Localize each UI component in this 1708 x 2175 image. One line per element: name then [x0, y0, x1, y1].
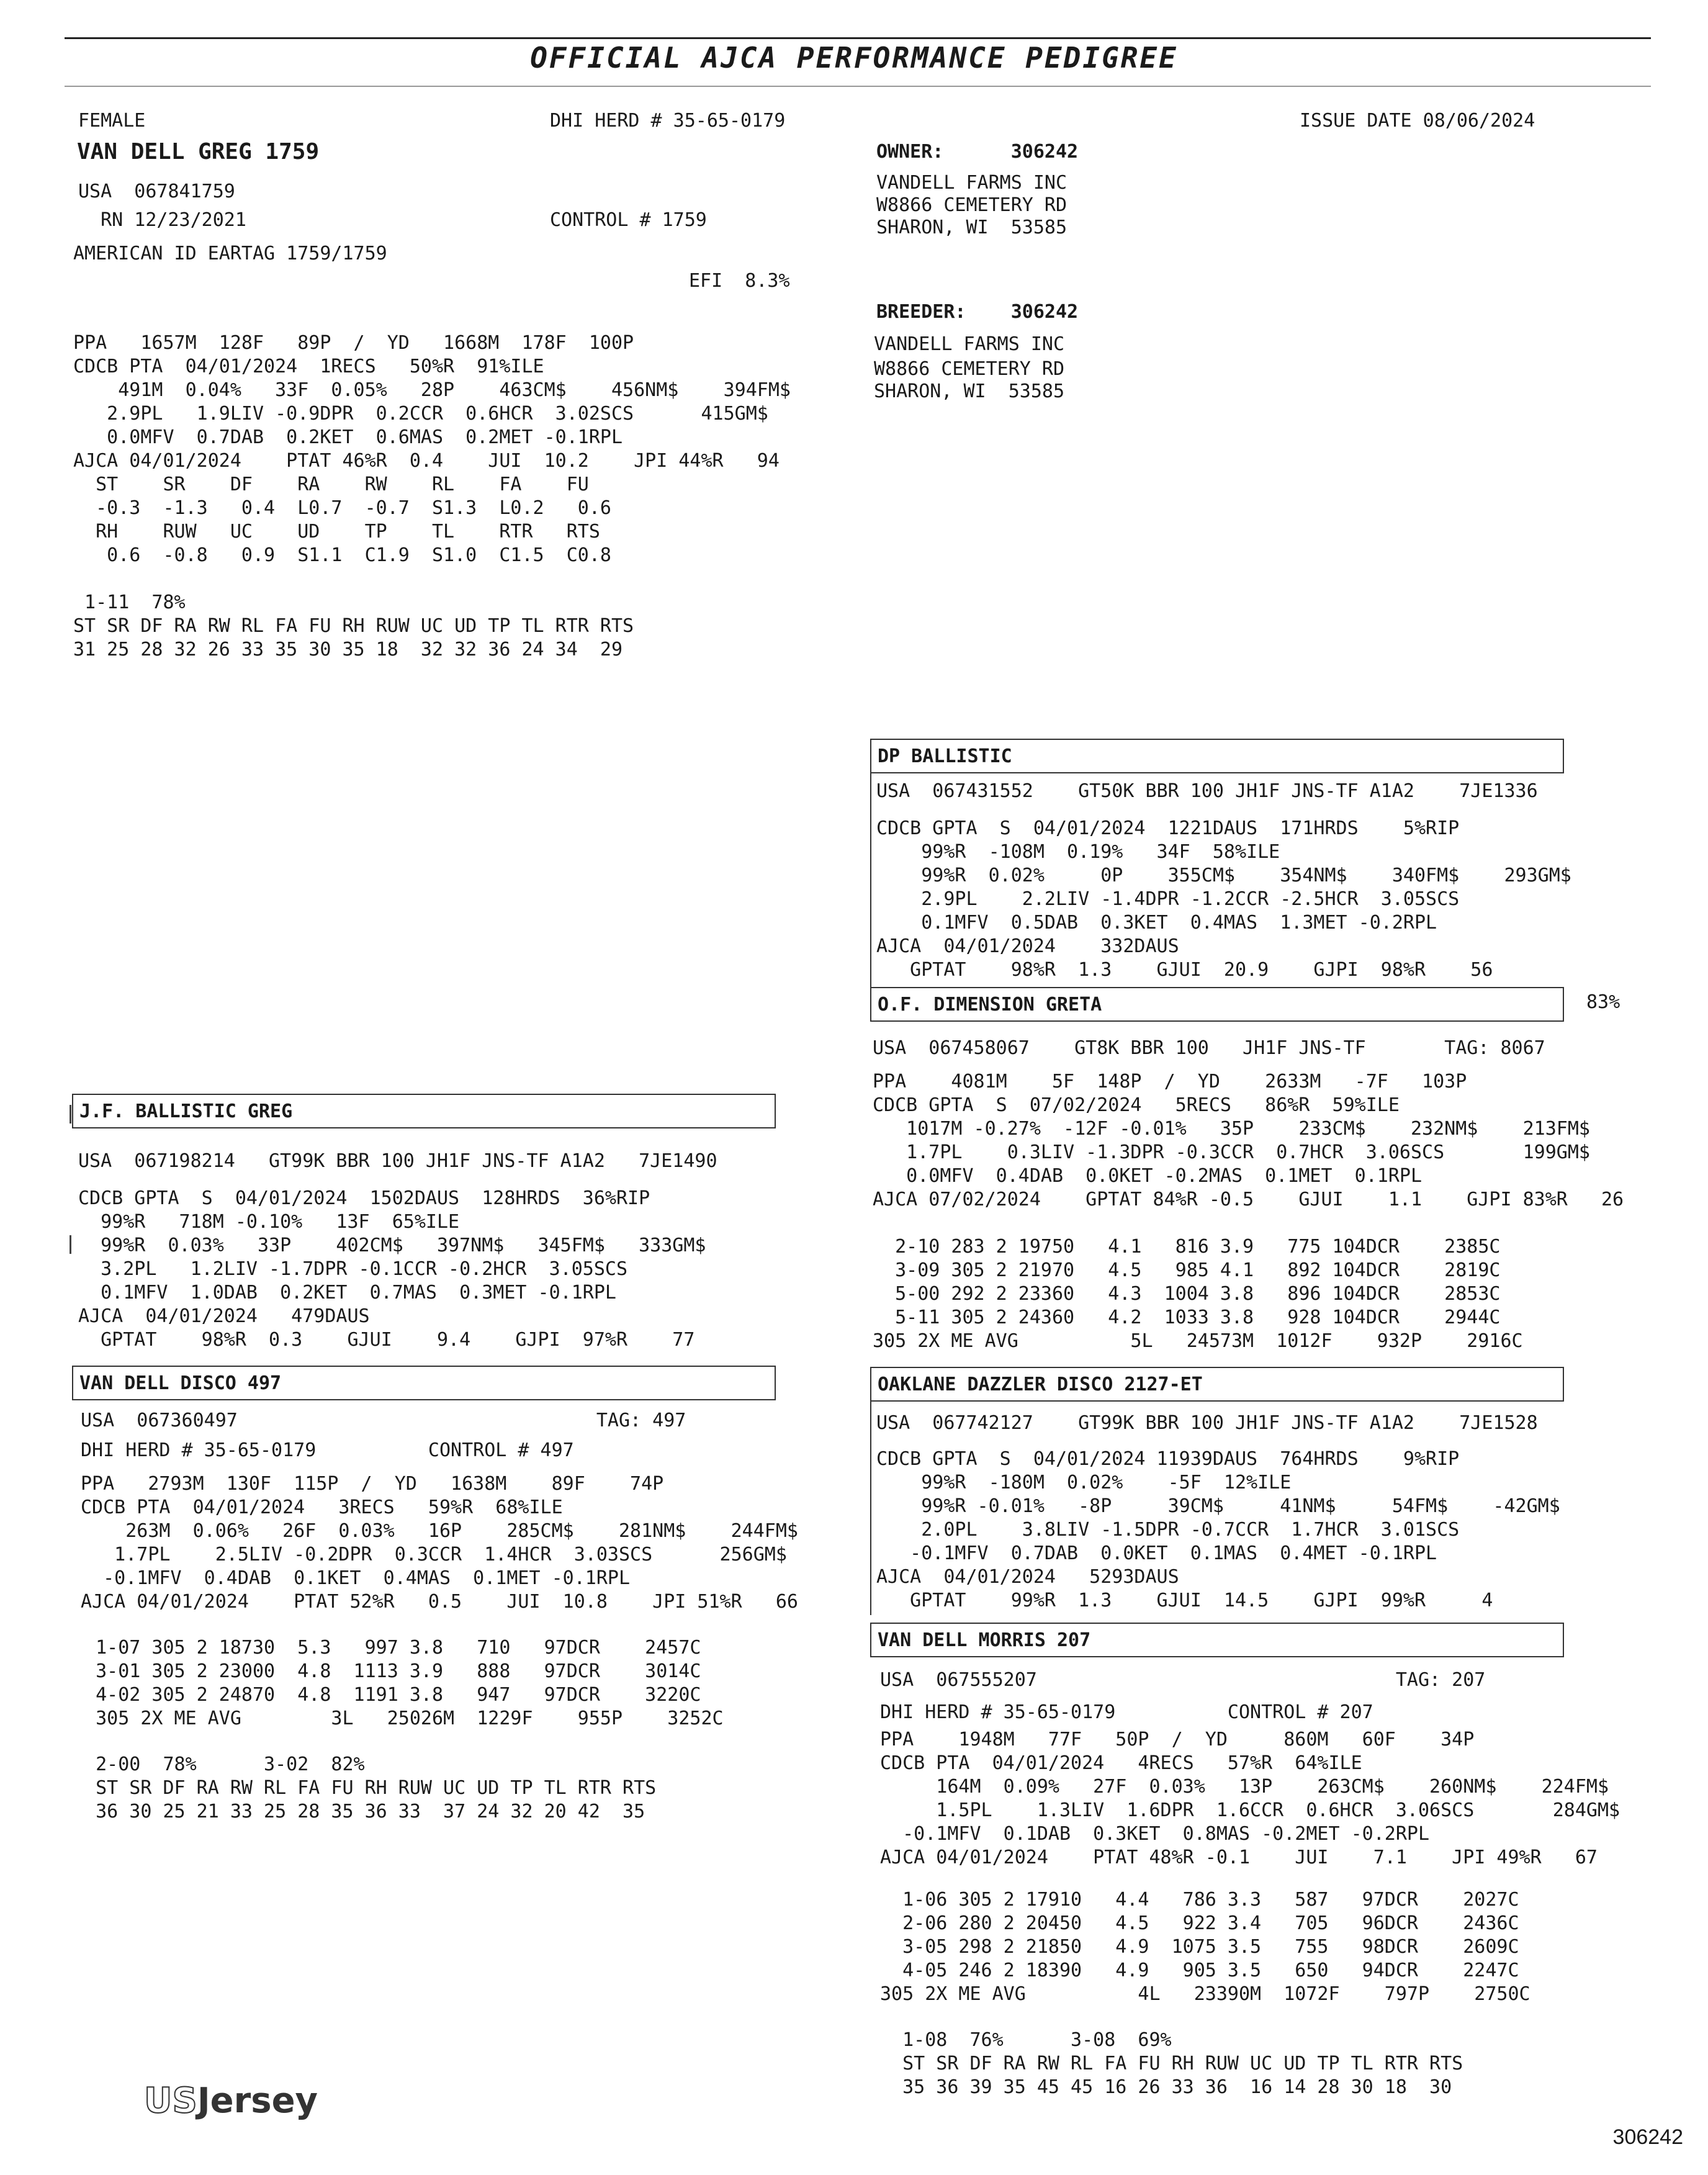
dam-sire-line: AJCA 04/01/2024 5293DAUS — [876, 1566, 1179, 1588]
dam-sire-line: USA 067742127 GT99K BBR 100 JH1F JNS-TF A1A2 7JE1528 — [876, 1412, 1538, 1434]
dam-sire-line: -0.1MFV 0.7DAB 0.0KET 0.1MAS 0.4MET -0.1RPL — [876, 1542, 1437, 1564]
sire-sire-line: AJCA 04/01/2024 332DAUS — [876, 935, 1179, 957]
dam-sire-name-box — [870, 1367, 1564, 1402]
margin-mark — [70, 1235, 71, 1254]
eval-line: 0.0MFV 0.7DAB 0.2KET 0.6MAS 0.2MET -0.1RPL — [73, 426, 623, 448]
logo-jersey: Jersey — [197, 2081, 318, 2121]
dam-sire-line: 99%R -180M 0.02% -5F 12%ILE — [876, 1472, 1292, 1493]
dhi-herd: DHI HERD # 35-65-0179 — [550, 110, 786, 132]
sire-sire-line: 99%R -108M 0.19% 34F 58%ILE — [876, 841, 1280, 863]
dam-line: 305 2X ME AVG 3L 25026M 1229F 955P 3252C — [73, 1708, 724, 1729]
dam-dam-line: 1-08 76% 3-08 69% — [880, 2029, 1172, 2051]
classification-date: 1-11 78% — [73, 592, 186, 613]
dam-dam-line: 35 36 39 35 45 45 16 26 33 36 16 14 28 30 18 30 — [880, 2076, 1452, 2098]
dam-line: CDCB PTA 04/01/2024 3RECS 59%R 68%ILE — [81, 1497, 563, 1518]
owner-line: W8866 CEMETERY RD — [876, 194, 1068, 216]
sire-dam-line: 305 2X ME AVG 5L 24573M 1012F 932P 2916C — [873, 1330, 1523, 1352]
breeder-label: BREEDER: 306242 — [876, 301, 1079, 323]
dam-line: -0.1MFV 0.4DAB 0.1KET 0.4MAS 0.1MET -0.1RPL — [81, 1567, 631, 1589]
logo-us: US — [144, 2081, 197, 2121]
sex-label: FEMALE — [78, 110, 146, 132]
eval-line: PPA 1657M 128F 89P / YD 1668M 178F 100P — [73, 332, 634, 354]
dam-dam-line: 164M 0.09% 27F 0.03% 13P 263CM$ 260NM$ 224FM$ — [880, 1776, 1609, 1798]
sire-line: GPTAT 98%R 0.3 GJUI 9.4 GJPI 97%R 77 — [78, 1329, 695, 1351]
dam-dam-line: AJCA 04/01/2024 PTAT 48%R -0.1 JUI 7.1 JPI 49%R 67 — [880, 1847, 1598, 1868]
sire-dam-line: 5-00 292 2 23360 4.3 1004 3.8 896 104DCR 2853C — [873, 1283, 1501, 1305]
eval-line: -0.3 -1.3 0.4 L0.7 -0.7 S1.3 L0.2 0.6 — [73, 497, 611, 519]
dam-line: 2-00 78% 3-02 82% — [73, 1754, 365, 1775]
dam-sire-line: CDCB GPTA S 04/01/2024 11939DAUS 764HRDS 9%RIP — [876, 1448, 1460, 1470]
eval-line: CDCB PTA 04/01/2024 1RECS 50%R 91%ILE — [73, 356, 544, 377]
sire-sire-name-box — [870, 739, 1564, 773]
owner-label: OWNER: 306242 — [876, 141, 1079, 163]
american-id: AMERICAN ID EARTAG 1759/1759 — [73, 243, 387, 264]
birth-date: RN 12/23/2021 — [78, 209, 246, 231]
sire-line: CDCB GPTA S 04/01/2024 1502DAUS 128HRDS 36%RIP — [78, 1187, 650, 1209]
bracket-line — [870, 1402, 871, 1615]
dam-line: AJCA 04/01/2024 PTAT 52%R 0.5 JUI 10.8 JPI 51%R 66 — [81, 1591, 798, 1613]
owner-line: VANDELL FARMS INC — [876, 172, 1068, 194]
dam-dam-line: 3-05 298 2 21850 4.9 1075 3.5 755 98DCR 2609C — [880, 1936, 1519, 1958]
sire-sire-line: 99%R 0.02% 0P 355CM$ 354NM$ 340FM$ 293GM$ — [876, 865, 1571, 886]
sire-dam-line: USA 067458067 GT8K BBR 100 JH1F JNS-TF TAG: 8067 — [873, 1037, 1545, 1059]
sire-dam-line: 5-11 305 2 24360 4.2 1033 3.8 928 104DCR 2944C — [873, 1307, 1501, 1328]
sire-sire-line: CDCB GPTA S 04/01/2024 1221DAUS 171HRDS 5%RIP — [876, 817, 1460, 839]
sire-dam-line: 1.7PL 0.3LIV -1.3DPR -0.3CCR 0.7HCR 3.06SCS 199GM$ — [873, 1142, 1590, 1163]
sire-dam-name: O.F. DIMENSION GRETA — [878, 993, 1102, 1015]
dam-dam-name-box — [870, 1623, 1564, 1657]
dam-dam-line: 2-06 280 2 20450 4.5 922 3.4 705 96DCR 2436C — [880, 1912, 1519, 1934]
dam-dam-line: -0.1MFV 0.1DAB 0.3KET 0.8MAS -0.2MET -0.2RPL — [880, 1823, 1430, 1845]
animal-registration: USA 067841759 — [78, 181, 235, 202]
sire-dam-name-box — [870, 987, 1564, 1022]
dam-sire-line: 99%R -0.01% -8P 39CM$ 41NM$ 54FM$ -42GM$ — [876, 1495, 1560, 1517]
sire-line: 99%R 718M -0.10% 13F 65%ILE — [78, 1211, 460, 1233]
dam-name: VAN DELL DISCO 497 — [79, 1372, 282, 1394]
sire-name: J.F. BALLISTIC GREG — [79, 1100, 293, 1122]
eval-line: 491M 0.04% 33F 0.05% 28P 463CM$ 456NM$ 394FM$ — [73, 379, 791, 401]
dam-sire-name: OAKLANE DAZZLER DISCO 2127-ET — [878, 1373, 1203, 1395]
sire-line: 99%R 0.03% 33P 402CM$ 397NM$ 345FM$ 333GM$ — [78, 1235, 706, 1256]
dam-line: 3-01 305 2 23000 4.8 1113 3.9 888 97DCR 3014C — [73, 1660, 701, 1682]
issue-date: ISSUE DATE 08/06/2024 — [1300, 110, 1535, 132]
bracket-line — [870, 773, 871, 987]
sire-dam-line: 1017M -0.27% -12F -0.01% 35P 233CM$ 232NM$ 213FM$ — [873, 1118, 1590, 1140]
page-title: OFFICIAL AJCA PERFORMANCE PEDIGREE — [530, 41, 1178, 74]
dam-dam-line: ST SR DF RA RW RL FA FU RH RUW UC UD TP TL RTR RTS — [880, 2053, 1463, 2074]
sire-sire-name: DP BALLISTIC — [878, 745, 1012, 767]
dam-dam-line: 4-05 246 2 18390 4.9 905 3.5 650 94DCR 2247C — [880, 1960, 1519, 1981]
owner-line: SHARON, WI 53585 — [876, 217, 1068, 238]
dam-sire-line: GPTAT 99%R 1.3 GJUI 14.5 GJPI 99%R 4 — [876, 1590, 1493, 1611]
sire-sire-line: 0.1MFV 0.5DAB 0.3KET 0.4MAS 1.3MET -0.2RPL — [876, 912, 1437, 934]
dam-line: 1.7PL 2.5LIV -0.2DPR 0.3CCR 1.4HCR 3.03SCS 256GM$ — [81, 1544, 787, 1565]
usjersey-logo — [144, 2081, 318, 2121]
sire-dam-line: 0.0MFV 0.4DAB 0.0KET -0.2MAS 0.1MET 0.1RPL — [873, 1165, 1423, 1187]
eval-line: 0.6 -0.8 0.9 S1.1 C1.9 S1.0 C1.5 C0.8 — [73, 544, 611, 566]
dam-line: ST SR DF RA RW RL FA FU RH RUW UC UD TP TL RTR RTS — [73, 1777, 657, 1799]
sire-line: 0.1MFV 1.0DAB 0.2KET 0.7MAS 0.3MET -0.1RPL — [78, 1282, 616, 1304]
dam-line: 36 30 25 21 33 25 28 35 36 33 37 24 32 20 42 35 — [73, 1801, 645, 1822]
dam-dam-line: PPA 1948M 77F 50P / YD 860M 60F 34P — [880, 1729, 1475, 1750]
dam-line: DHI HERD # 35-65-0179 CONTROL # 497 — [81, 1439, 574, 1461]
sire-dam-line: 3-09 305 2 21970 4.5 985 4.1 892 104DCR 2819C — [873, 1259, 1501, 1281]
animal-name: VAN DELL GREG 1759 — [77, 139, 320, 164]
dam-line: 263M 0.06% 26F 0.03% 16P 285CM$ 281NM$ 244FM$ — [81, 1520, 798, 1542]
sire-line: AJCA 04/01/2024 479DAUS — [78, 1305, 370, 1327]
page-number: 306242 — [1612, 2125, 1683, 2149]
sire-dam-line: CDCB GPTA S 07/02/2024 5RECS 86%R 59%ILE — [873, 1094, 1400, 1116]
breeder-line: VANDELL FARMS INC — [874, 333, 1065, 355]
eval-line: AJCA 04/01/2024 PTAT 46%R 0.4 JUI 10.2 JPI 44%R 94 — [73, 450, 780, 472]
eval-line: 2.9PL 1.9LIV -0.9DPR 0.2CCR 0.6HCR 3.02SCS 415GM$ — [73, 403, 768, 425]
eval-line: ST SR DF RA RW RL FA FU — [73, 474, 589, 495]
sire-sire-line: 2.9PL 2.2LIV -1.4DPR -1.2CCR -2.5HCR 3.05SCS — [876, 888, 1460, 910]
classification-header: ST SR DF RA RW RL FA FU RH RUW UC UD TP TL RTR RTS — [73, 615, 634, 637]
breeder-line: SHARON, WI 53585 — [874, 381, 1065, 402]
dam-sire-line: 2.0PL 3.8LIV -1.5DPR -0.7CCR 1.7HCR 3.01SCS — [876, 1519, 1460, 1541]
eval-line: RH RUW UC UD TP TL RTR RTS — [73, 521, 600, 543]
sire-line: 3.2PL 1.2LIV -1.7DPR -0.1CCR -0.2HCR 3.05SCS — [78, 1258, 628, 1280]
sire-dam-aside: 83% — [1586, 991, 1620, 1013]
dam-dam-line: DHI HERD # 35-65-0179 CONTROL # 207 — [880, 1701, 1373, 1723]
sire-sire-line: GPTAT 98%R 1.3 GJUI 20.9 GJPI 98%R 56 — [876, 959, 1493, 981]
dam-dam-line: 305 2X ME AVG 4L 23390M 1072F 797P 2750C — [880, 1983, 1530, 2005]
dam-line: USA 067360497 TAG: 497 — [81, 1410, 686, 1431]
control-number: CONTROL # 1759 — [550, 209, 707, 231]
dam-name-box — [72, 1366, 776, 1400]
sire-line: USA 067198214 GT99K BBR 100 JH1F JNS-TF A1A2 7JE1490 — [78, 1150, 717, 1172]
margin-mark — [70, 1105, 71, 1124]
breeder-line: W8866 CEMETERY RD — [874, 358, 1065, 380]
efi-value: EFI 8.3% — [689, 270, 790, 292]
sire-name-box — [72, 1094, 776, 1128]
sire-dam-line: PPA 4081M 5F 148P / YD 2633M -7F 103P — [873, 1071, 1467, 1092]
dam-dam-name: VAN DELL MORRIS 207 — [878, 1629, 1091, 1651]
dam-line: 1-07 305 2 18730 5.3 997 3.8 710 97DCR 2457C — [73, 1637, 701, 1659]
classification-scores: 31 25 28 32 26 33 35 30 35 18 32 32 36 24 34 29 — [73, 639, 623, 660]
sire-sire-line: USA 067431552 GT50K BBR 100 JH1F JNS-TF A1A2 7JE1336 — [876, 780, 1538, 802]
dam-dam-line: 1-06 305 2 17910 4.4 786 3.3 587 97DCR 2027C — [880, 1889, 1519, 1911]
sire-dam-line: 2-10 283 2 19750 4.1 816 3.9 775 104DCR 2385C — [873, 1236, 1501, 1258]
dam-dam-line: USA 067555207 TAG: 207 — [880, 1669, 1486, 1691]
dam-line: 4-02 305 2 24870 4.8 1191 3.8 947 97DCR 3220C — [73, 1684, 701, 1706]
sire-dam-line: AJCA 07/02/2024 GPTAT 84%R -0.5 GJUI 1.1 GJPI 83%R 26 — [873, 1189, 1624, 1210]
top-rule — [65, 37, 1651, 39]
dam-dam-line: 1.5PL 1.3LIV 1.6DPR 1.6CCR 0.6HCR 3.06SCS 284GM$ — [880, 1799, 1620, 1821]
dam-line: PPA 2793M 130F 115P / YD 1638M 89F 74P — [81, 1473, 664, 1495]
title-rule — [65, 86, 1651, 87]
dam-dam-line: CDCB PTA 04/01/2024 4RECS 57%R 64%ILE — [880, 1752, 1362, 1774]
